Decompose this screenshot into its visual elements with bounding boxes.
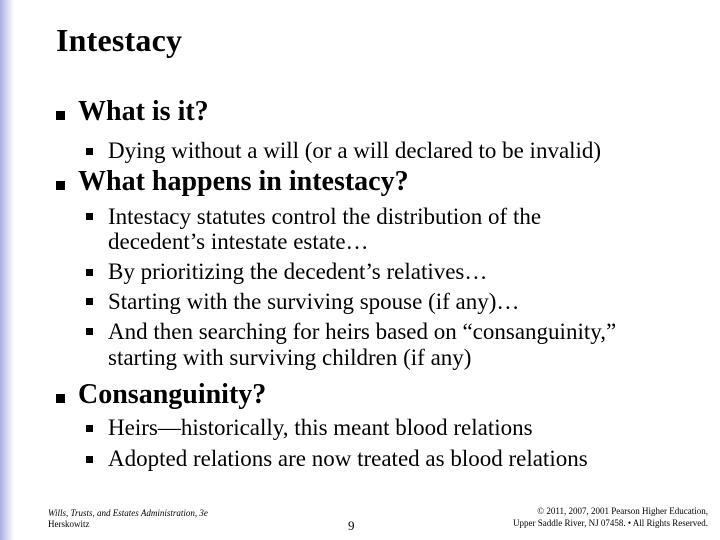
sub-bullet-consanguinity-line2: starting with surviving children (if any) bbox=[108, 345, 472, 370]
bullet-what-happens: What happens in intestacy? bbox=[78, 166, 409, 197]
sub-bullet-heirs: Heirs—historically, this meant blood relations bbox=[108, 415, 533, 440]
copyright-line-2: Upper Saddle River, NJ 07458. • All Rights Reserved. bbox=[512, 518, 708, 528]
footer-book-title: Wills, Trusts, and Estates Administration, 3e bbox=[48, 508, 208, 518]
sub-bullet-surviving-spouse: Starting with the surviving spouse (if any)… bbox=[108, 289, 520, 314]
sub-bullet-square-icon bbox=[86, 328, 93, 335]
bullet-square-icon bbox=[56, 181, 65, 190]
sub-bullet-square-icon bbox=[86, 425, 93, 432]
bullet-square-icon bbox=[56, 394, 65, 403]
page-number: 9 bbox=[348, 518, 355, 533]
sub-bullet-square-icon bbox=[86, 298, 93, 305]
sub-bullet-prioritizing: By prioritizing the decedent’s relatives… bbox=[108, 259, 488, 284]
slide-sidebar-gradient bbox=[0, 0, 14, 540]
bullet-what-is-it: What is it? bbox=[78, 96, 209, 127]
sub-bullet-consanguinity-line1: And then searching for heirs based on “consanguinity,” bbox=[108, 319, 617, 344]
sub-bullet-square-icon bbox=[86, 269, 93, 276]
bullet-consanguinity: Consanguinity? bbox=[78, 379, 267, 410]
sub-bullet-statutes-line2: decedent’s intestate estate… bbox=[108, 229, 369, 254]
footer-copyright bbox=[513, 505, 708, 529]
slide-title: Intestacy bbox=[56, 22, 183, 58]
sub-bullet-square-icon bbox=[86, 148, 93, 155]
sub-bullet-square-icon bbox=[86, 213, 93, 220]
footer-book-info bbox=[48, 508, 208, 530]
sub-bullet-statutes-line1: Intestacy statutes control the distribution of the bbox=[108, 204, 542, 229]
sub-bullet-square-icon bbox=[86, 456, 93, 463]
sub-bullet-adopted: Adopted relations are now treated as blood relations bbox=[108, 446, 588, 471]
copyright-line-1: © 2011, 2007, 2001 Pearson Higher Education, bbox=[537, 506, 708, 516]
footer-author: Herskowitz bbox=[48, 519, 90, 529]
bullet-square-icon bbox=[56, 111, 65, 120]
sub-bullet-dying-without-will: Dying without a will (or a will declared to be invalid) bbox=[108, 138, 602, 163]
